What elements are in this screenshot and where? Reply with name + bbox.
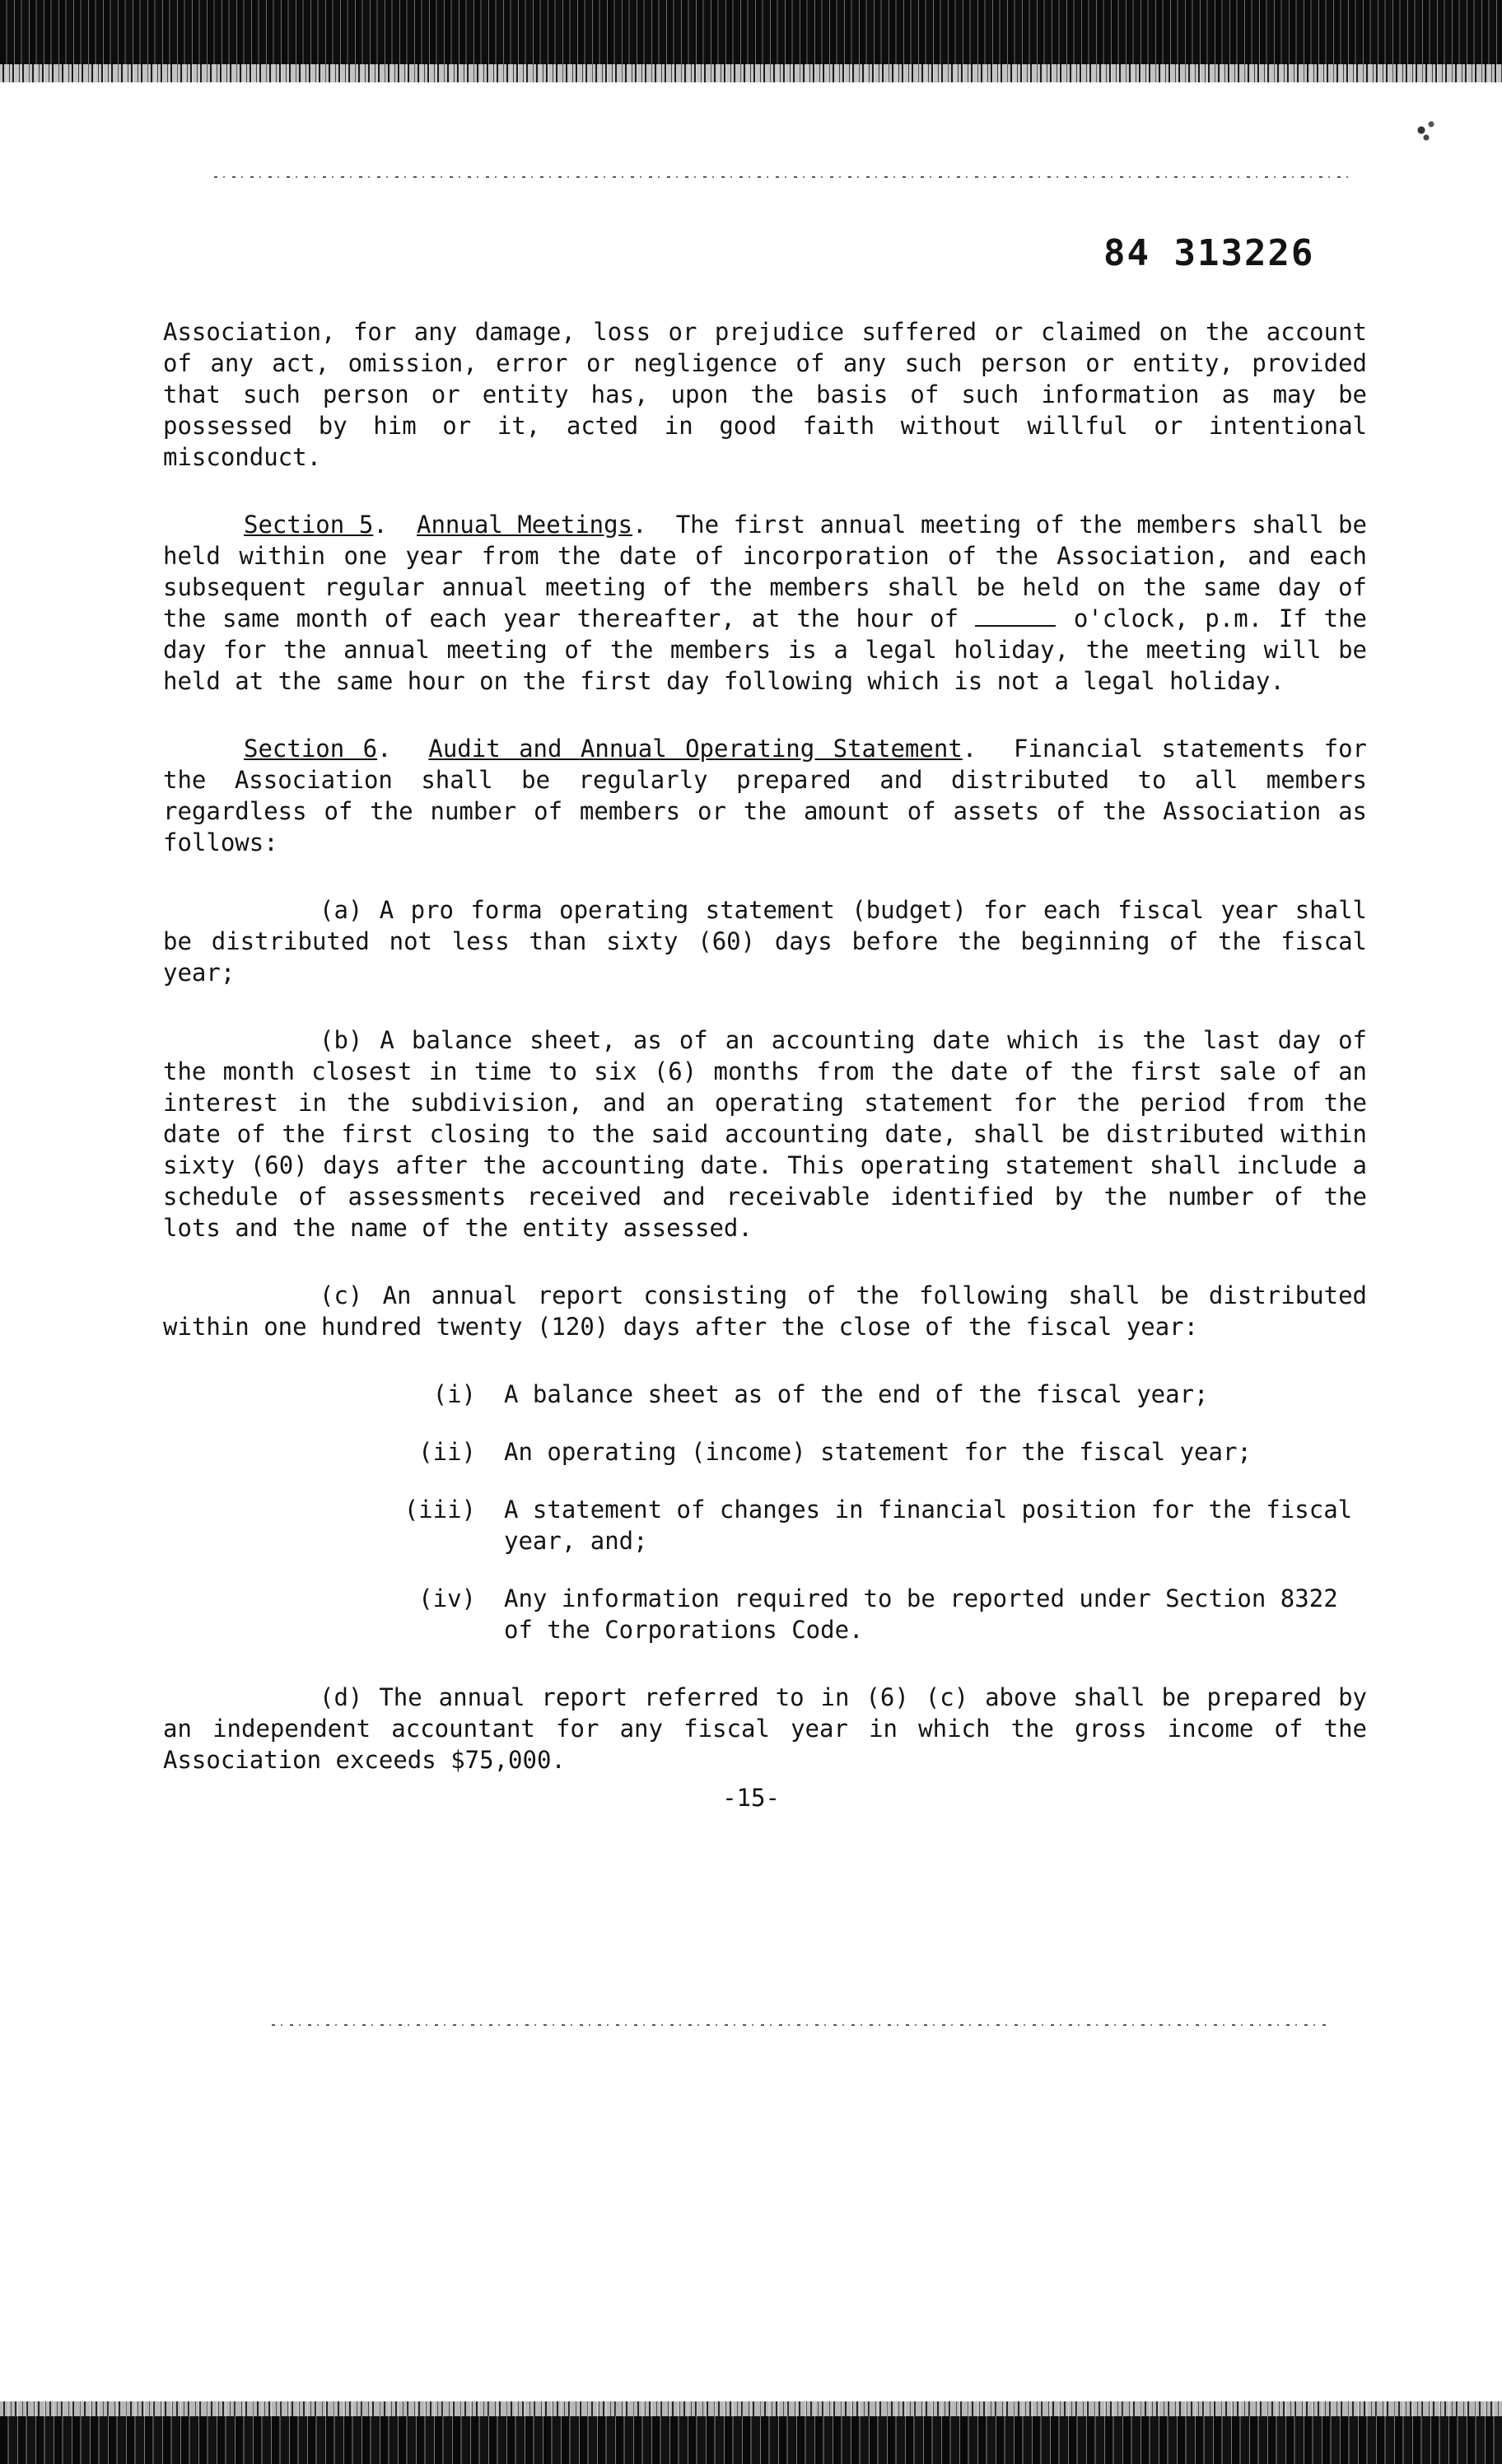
list-item-number: (iv) <box>418 1584 476 1612</box>
list-item-text: A statement of changes in financial position for the fiscal year, and; <box>504 1496 1353 1555</box>
list-item <box>163 1494 1367 1556</box>
list-item <box>163 1583 1367 1645</box>
scan-speck-line <box>272 2024 1326 2026</box>
scan-noise-bottom <box>0 2401 1502 2464</box>
scan-speck-line <box>214 176 1350 178</box>
section-6-title: Audit and Annual Operating Statement <box>428 735 963 763</box>
section-5-title: Annual Meetings <box>416 511 633 539</box>
list-item-number: (i) <box>432 1380 476 1408</box>
paragraph-b: (b) A balance sheet, as of an accounting date which is the last day of the month closest in time to six (6) months from the date of the first sale of an interest in the subdivision, and an operating statement for the period from the date of the first closing to the said accounting date, shall be distributed within sixty (60) days after the accounting date. This operating statement shall include a schedule of assessments received and receivable identified by the number of the lots and the name of the entity assessed. <box>163 1026 1367 1242</box>
document-number: 84 313226 <box>1103 232 1315 274</box>
list-item <box>163 1436 1367 1468</box>
section-6: Section 6. Audit and Annual Operating Statement. Financial statements for the Association shall be regularly prepared and distributed to all members regardless of the number of members or the amount of assets of the Association as follows: <box>163 735 1367 856</box>
paragraph-a: (a) A pro forma operating statement (budget) for each fiscal year shall be distributed not less than sixty (60) days before the beginning of the fiscal year; <box>163 896 1367 987</box>
hour-blank <box>975 605 1056 627</box>
paragraph-c: (c) An annual report consisting of the following shall be distributed within one hundred twenty (120) days after the close of the fiscal year: <box>163 1281 1367 1341</box>
list-item-number: (ii) <box>418 1438 476 1466</box>
list-item-text: A balance sheet as of the end of the fiscal year; <box>504 1380 1209 1408</box>
list-item-number: (iii) <box>403 1496 476 1524</box>
section-5-text-b: o'clock, p.m. If the day for the annual meeting of the members is a legal holiday, the meeting will be held at the same hour on the first day following which is not a legal holiday. <box>163 604 1368 695</box>
list-item <box>163 1379 1367 1410</box>
section-5-text-a: The first annual meeting of the members shall be held within one year from the date of incorporation of the Association, and each subsequent regular annual meeting of the members shall be held on the same day of the same month of each year thereafter, at the hour of <box>163 511 1367 632</box>
continued-paragraph: Association, for any damage, loss or prejudice suffered or claimed on the account of any act, omission, error or negligence of any such person or entity, provided that such person or entity has, upon the basis of such information as may be possessed by him or it, acted in good faith without willful or intentional misconduct. <box>163 318 1367 471</box>
scan-smudge <box>1408 115 1441 145</box>
section-6-text: Financial statements for the Association shall be regularly prepared and distributed to all members regardless of the number of members or the amount of assets of the Association as follows: <box>163 735 1367 856</box>
section-5: Section 5. Annual Meetings. The first annual meeting of the members shall be held within one year from the date of incorporation of the Association, and each subsequent regular annual meeting of the members shall be held on the same day of the same month of each year thereafter, at the hour of o'clock, p.m. If the day for the annual meeting of the members is a legal holiday, the meeting will be held at the same hour on the first day following which is not a legal holiday. <box>163 511 1368 695</box>
report-items-list <box>163 1379 1367 1645</box>
scan-noise-top <box>0 0 1502 82</box>
section-5-number: Section 5 <box>244 511 374 539</box>
document-body <box>163 316 1367 1812</box>
paragraph-d: (d) The annual report referred to in (6) (c) above shall be prepared by an independent accountant for any fiscal year in which the gross income of the Association exceeds $75,000. <box>163 1683 1367 1774</box>
list-item-text: Any information required to be reported under Section 8322 of the Corporations Code. <box>504 1584 1338 1644</box>
list-item-text: An operating (income) statement for the fiscal year; <box>504 1438 1252 1466</box>
page-number: -15- <box>722 1784 780 1812</box>
section-6-number: Section 6 <box>244 735 378 763</box>
